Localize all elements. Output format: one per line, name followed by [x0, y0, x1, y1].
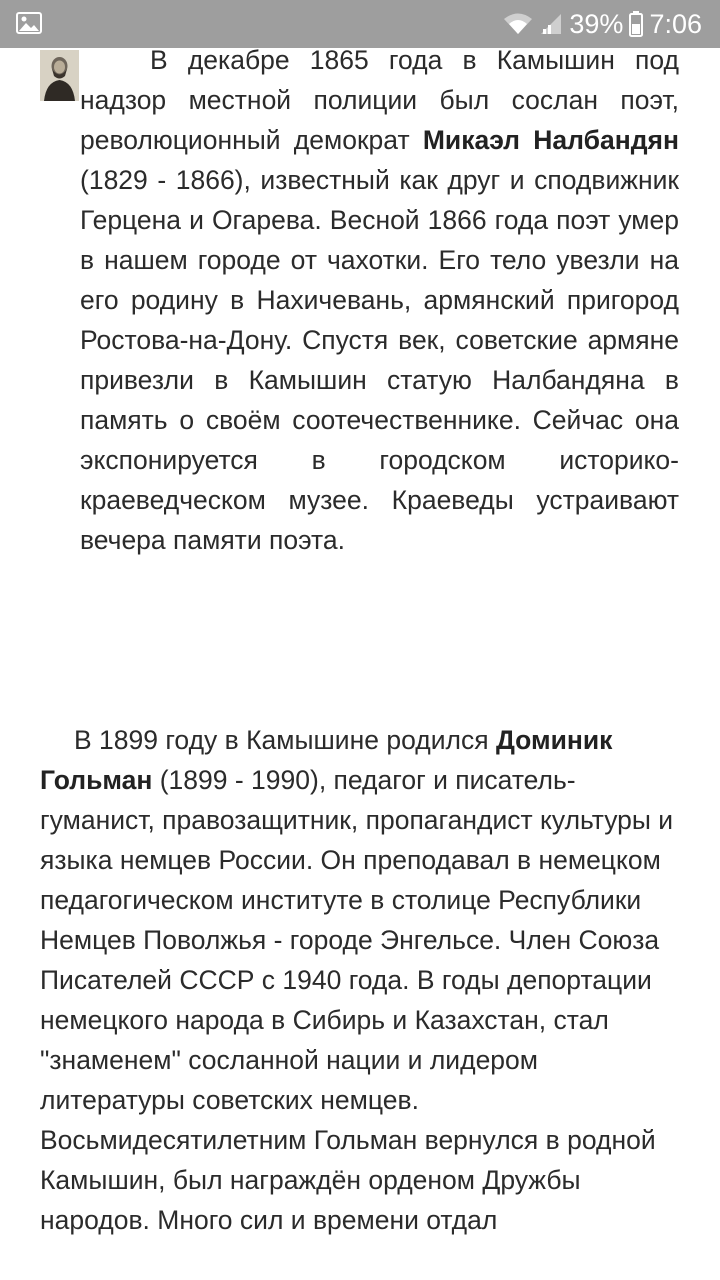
para2-lead: В 1899 году в Камышине родился — [74, 725, 496, 755]
para1-name: Микаэл Налбандян — [422, 125, 679, 155]
image-icon — [16, 12, 42, 34]
paragraph-nalbandyan — [80, 48, 679, 560]
signal-icon — [539, 12, 563, 36]
battery-percent: 39% — [569, 8, 624, 39]
para1-lead: В декабре 1865 года в Камышин под надзор местной полиции был сослан поэт, революционный демократ — [80, 48, 679, 155]
paragraph-golman — [40, 720, 680, 1240]
battery-icon — [629, 11, 643, 37]
portrait-image — [40, 50, 79, 101]
clock-time: 7:06 — [649, 8, 702, 39]
wifi-icon — [503, 12, 533, 36]
para2-rest: (1899 - 1990), педагог и писатель-гуманист, правозащитник, пропагандист культуры и языка немцев России. Он преподавал в немецком педагогическом институте в столице Республики Немцев Поволжья - городе Энгельсе. Член Союза Писателей СССР с 1940 года. В годы депортации немецкого народа в Сибирь и Казахстан, стал "знаменем" сосланной нации и лидером литературы советских немцев. Восьмидесятилетним Гольман вернулся в родной Камышин, был награждён орденом Дружбы народов. Много сил и времени отдал — [40, 765, 674, 1235]
para1-rest: (1829 - 1866), известный как друг и сподвижник Герцена и Огарева. Весной 1866 года поэт умер в нашем городе от чахотки. Его тело увезли на его родину в Нахичевань, армянский пригород Ростова-на-Дону. Спустя век, советские армяне привезли в Камышин статую Налбандяна в память о своём соотечественнике. Сейчас она экспонируется в городском историко-краеведческом музее. Краеведы устраивают вечера памяти поэта. — [80, 165, 679, 555]
article-content[interactable] — [0, 48, 720, 1280]
para2-name: Доминик Гольман — [40, 725, 613, 795]
status-bar — [0, 0, 720, 48]
